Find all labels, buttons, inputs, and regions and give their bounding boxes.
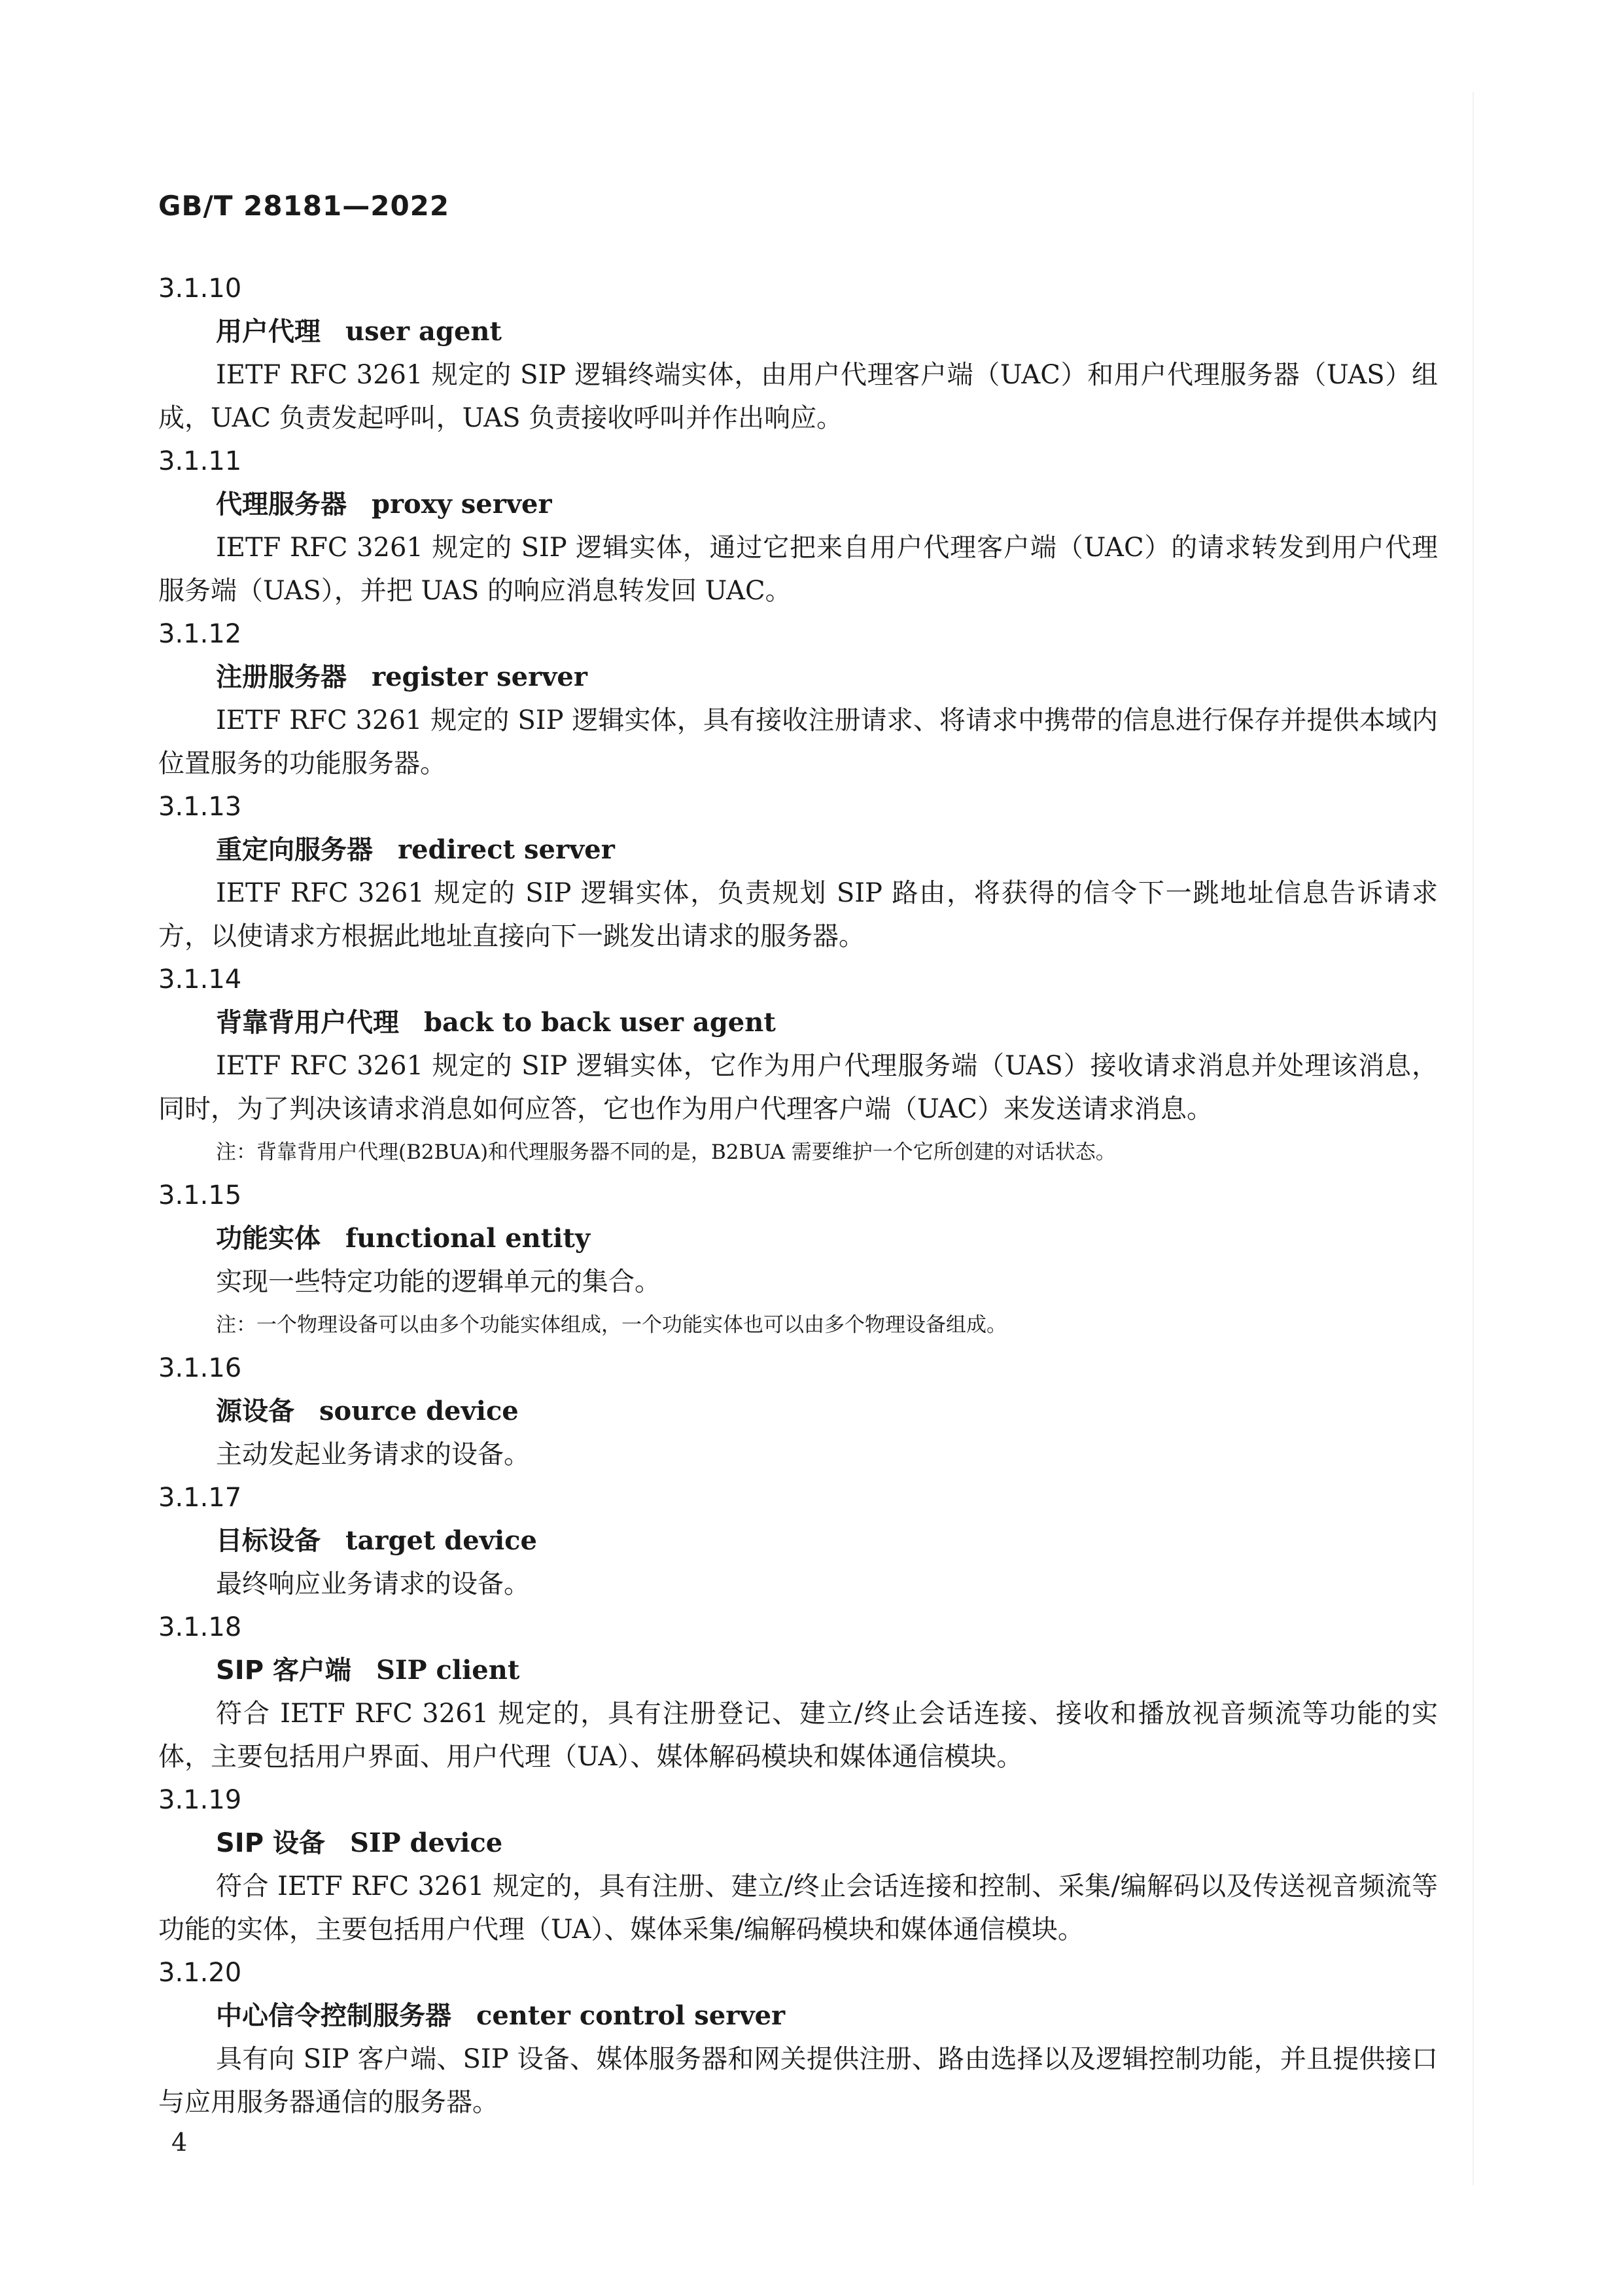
standard-code-header: GB/T 28181—2022	[158, 190, 450, 222]
term-definition: 符合 IETF RFC 3261 规定的，具有注册、建立/终止会话连接和控制、采集/编解码以及传送视音频流等功能的实体，主要包括用户代理（UA）、媒体采集/编解码模块和媒体通信模块。	[158, 1871, 1438, 1945]
term-number: 3.1.11	[158, 446, 242, 476]
term-definition: 主动发起业务请求的设备。	[216, 1439, 530, 1470]
term-note: 注：一个物理设备可以由多个功能实体组成，一个功能实体也可以由多个物理设备组成。	[216, 1313, 1007, 1337]
term-entry	[158, 440, 1438, 612]
term-title-zh: 目标设备	[216, 1526, 321, 1556]
term-title-zh: 重定向服务器	[216, 835, 373, 865]
scan-edge-line	[1473, 92, 1474, 2185]
term-definition: IETF RFC 3261 规定的 SIP 逻辑实体，具有接收注册请求、将请求中携带的信息进行保存并提供本域内位置服务的功能服务器。	[158, 705, 1438, 779]
term-number: 3.1.13	[158, 792, 242, 822]
term-title-en: user agent	[345, 316, 502, 347]
term-definition: 具有向 SIP 客户端、SIP 设备、媒体服务器和网关提供注册、路由选择以及逻辑控制功能，并且提供接口与应用服务器通信的服务器。	[158, 2044, 1438, 2117]
term-title-zh: SIP 客户端	[216, 1655, 351, 1686]
term-definition: IETF RFC 3261 规定的 SIP 逻辑终端实体，由用户代理客户端（UAC）和用户代理服务器（UAS）组成，UAC 负责发起呼叫，UAS 负责接收呼叫并作出响应。	[158, 360, 1438, 433]
term-number: 3.1.15	[158, 1180, 242, 1210]
terms-section	[158, 267, 1438, 2124]
term-title	[158, 1994, 1438, 2038]
term-entry	[158, 1174, 1438, 1347]
term-title	[158, 828, 1438, 872]
term-definition: IETF RFC 3261 规定的 SIP 逻辑实体，它作为用户代理服务端（UAS）接收请求消息并处理该消息，同时，为了判决该请求消息如何应答，它也作为用户代理客户端（UAC）来发送请求消息。	[158, 1051, 1438, 1124]
term-title-en: functional entity	[345, 1223, 591, 1254]
term-title-zh: 功能实体	[216, 1224, 321, 1254]
term-title-zh: 源设备	[216, 1396, 294, 1426]
term-entry	[158, 267, 1438, 440]
term-number: 3.1.19	[158, 1785, 242, 1815]
term-entry	[158, 1476, 1438, 1606]
term-entry	[158, 1347, 1438, 1476]
term-title	[158, 1001, 1438, 1044]
term-title-en: redirect server	[398, 834, 615, 865]
term-definition: 最终响应业务请求的设备。	[216, 1569, 530, 1599]
term-title	[158, 310, 1438, 353]
term-title-zh: 背靠背用户代理	[216, 1008, 399, 1038]
term-number: 3.1.17	[158, 1483, 242, 1513]
term-title	[158, 483, 1438, 526]
term-entry	[158, 1778, 1438, 1951]
term-entry	[158, 1951, 1438, 2124]
term-title-en: proxy server	[372, 489, 552, 520]
term-title-en: target device	[345, 1525, 537, 1556]
term-number: 3.1.18	[158, 1612, 242, 1642]
term-title-en: back to back user agent	[424, 1007, 776, 1038]
term-title	[158, 1822, 1438, 1865]
term-title-en: register server	[372, 662, 587, 692]
term-title	[158, 1390, 1438, 1433]
page-number: 4	[171, 2128, 188, 2157]
term-entry	[158, 785, 1438, 958]
term-title	[158, 1217, 1438, 1260]
term-number: 3.1.20	[158, 1958, 242, 1988]
term-title-en: source device	[319, 1396, 519, 1426]
term-definition: 符合 IETF RFC 3261 规定的，具有注册登记、建立/终止会话连接、接收和播放视音频流等功能的实体，主要包括用户界面、用户代理（UA）、媒体解码模块和媒体通信模块。	[158, 1699, 1438, 1772]
term-title-en: SIP device	[349, 1828, 503, 1858]
term-title-en: center control server	[476, 2000, 786, 2031]
term-note: 注：背靠背用户代理(B2BUA)和代理服务器不同的是，B2BUA 需要维护一个它所创建的对话状态。	[216, 1140, 1116, 1164]
term-number: 3.1.14	[158, 964, 242, 995]
term-definition: IETF RFC 3261 规定的 SIP 逻辑实体，负责规划 SIP 路由，将获得的信令下一跳地址信息告诉请求方，以使请求方根据此地址直接向下一跳发出请求的服务器。	[158, 878, 1438, 951]
term-definition: IETF RFC 3261 规定的 SIP 逻辑实体，通过它把来自用户代理客户端（UAC）的请求转发到用户代理服务端（UAS），并把 UAS 的响应消息转发回 UAC。	[158, 533, 1438, 606]
term-title-zh: SIP 设备	[216, 1828, 325, 1858]
term-title-zh: 中心信令控制服务器	[216, 2001, 451, 2031]
term-number: 3.1.10	[158, 274, 242, 304]
term-title-zh: 用户代理	[216, 317, 321, 347]
term-title-zh: 注册服务器	[216, 662, 347, 692]
term-number: 3.1.12	[158, 619, 242, 649]
term-title-zh: 代理服务器	[216, 489, 347, 520]
term-entry	[158, 1606, 1438, 1778]
term-title	[158, 656, 1438, 699]
term-number: 3.1.16	[158, 1353, 242, 1383]
term-title	[158, 1519, 1438, 1563]
term-title-en: SIP client	[375, 1655, 520, 1686]
term-definition: 实现一些特定功能的逻辑单元的集合。	[216, 1267, 661, 1297]
term-title	[158, 1649, 1438, 1692]
term-entry	[158, 958, 1438, 1174]
term-entry	[158, 612, 1438, 785]
